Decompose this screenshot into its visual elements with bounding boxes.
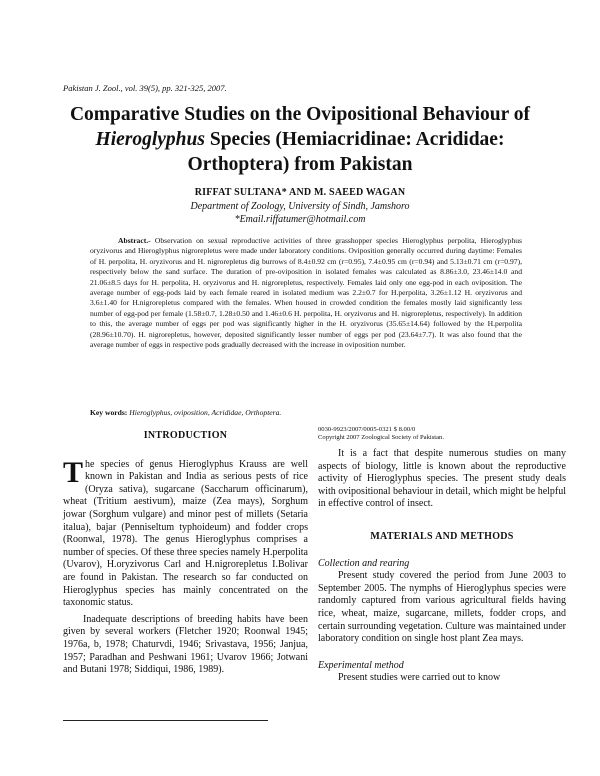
authors: RIFFAT SULTANA* AND M. SAEED WAGAN — [194, 187, 406, 198]
left-column — [63, 430, 308, 677]
keywords-label: Key words: — [90, 408, 128, 417]
experimental-method-subheading: Experimental method — [318, 659, 404, 671]
journal-citation: Pakistan J. Zool., vol. 39(5), pp. 321-325, 2007. — [63, 83, 227, 93]
title-line-3: Orthoptera) from Pakistan — [187, 154, 413, 175]
abstract-label: Abstract.- — [118, 236, 151, 245]
introduction-paragraph-1 — [63, 455, 308, 610]
title-line-1: Comparative Studies on the Ovipositional Behaviour of — [69, 104, 531, 125]
paper-title — [40, 102, 560, 177]
title-line-2-rest: Species (Hemiacridinae: Acrididae: — [204, 129, 505, 150]
copyright-notice: Copyright 2007 Zoological Society of Pakistan. — [318, 434, 444, 441]
drop-cap: T — [63, 455, 84, 489]
abstract-text: Observation on sexual reproductive activities of three grasshopper species Hieroglyphus perpolita, Hieroglyphus oryzivorus and Hieroglyphus nigrorepletus were made under laboratory conditions. Oviposition generally occurred during daytime: Females of H. perpolita, H. oryzivorus and H. nigrorepletus dig burrows of 8.4±0.92 cm (r=0.95), 7.4±0.95 cm (r=0.94) and 5.13±0.71 cm (r=0.97), respectively below the sand surface. The duration of pre-oviposition in isolated females was calculated as 8.86±3.0, 23.46±14.0 and 21.06±8.5 days for H. perpolita, H. oryzivorus and H. nigrorepletus, respectively. Females laid only one egg-pod in each oviposition. The average number of egg-pods laid by each female reared in isolated medium was 2.2±0.7 for H.perpolita, 3.26±1.12 H. oryzivorus and 3.6±1.40 for H.nigrorepletus compared with the females. When housed in crowded condition the females mostly laid significantly less number of egg-pod per female (1.58±0.7, 1.28±0.50 and 1.46±0.6 H. perpolita, H. oryzivorus and H. nigrorepletus, respectively). In addition to this, the average number of eggs per pod was significantly higher in the H. oryzivorus (35.65±14.64) followed by the H.perpolita (28.96±10.70). H. nigrorepletus, however, deposited significantly lesser number of eggs per pod (23.64±7.7). It was also found that the average number of eggs in respective pods gradually decreased with the increase in oviposition number. — [90, 236, 523, 350]
footnote-rule — [63, 720, 268, 721]
right-paragraph-3: Present studies were carried out to know — [338, 672, 501, 684]
keywords — [90, 408, 522, 417]
introduction-heading: INTRODUCTION — [143, 430, 228, 441]
right-paragraph-1: It is a fact that despite numerous studies on many aspects of biology, little is known about the reproductive activity of Hieroglyphus species. The present study deals with ovipositional behaviour in detail, which might be helpful in effective control of insect. — [318, 448, 567, 510]
introduction-paragraph-2: Inadequate descriptions of breeding habits have been given by several workers (Fletcher 1920; Roonwal 1945; 1976a, b, 1978; Chaturvdi, 1946; Srivastava, 1956; Janjua, 1957; Paradhan and Peshwani 1961; Uvarov 1966; Jotwani and Butani 1978; Siddiqui, 1986, 1989). — [63, 613, 308, 676]
collection-rearing-subheading: Collection and rearing — [318, 557, 410, 569]
author-email: *Email.riffatumer@hotmail.com — [234, 214, 366, 225]
right-paragraph-2: Present study covered the period from June 2003 to September 2005. The nymphs of Hieroglyphus species were randomly captured from various agricultural fields having rice, wheat, maize, sugarcane, millets, fodder crops, and certain surrounding vegetation. Culture was maintained under laboratory condition on single host plant Zea mays. — [318, 570, 566, 645]
keywords-text: Hieroglyphus, oviposition, Acrididae, Orthoptera. — [129, 408, 282, 417]
title-genus: Hieroglyphus — [95, 129, 205, 150]
copyright-code: 0030-9923/2007/0005-0321 $ 8.00/0 — [318, 426, 416, 433]
title-line-2 — [40, 127, 560, 152]
introduction-paragraph-1-text: he species of genus Hieroglyphus Krauss are well known in Pakistan and India as serious pests of rice (Oryza sativa), sugarcane (Saccharum officinarum), wheat (Tritium aestivum), maize (Zea mays), Sorghum jowar (Sorghum vulgare) and minor pest of millets (Setaria italua), bajar (Penniseltum typhoideum) and fodder crops (Roonwal, 1978). The genus Hieroglyphus comprises a number of species. Of these three species namely H.perpolita (Uvarov), H.oryzivorus Carl and H.nigrorepletus I.Bolivar are found in Pakistan. The research so far conducted on Hieroglyphus species has mainly concentrated on the taxonomic status. — [63, 458, 308, 609]
materials-methods-heading: MATERIALS AND METHODS — [370, 530, 514, 542]
affiliation: Department of Zoology, University of Sindh, Jamshoro — [190, 201, 410, 212]
right-column — [318, 426, 566, 685]
abstract — [90, 236, 522, 350]
